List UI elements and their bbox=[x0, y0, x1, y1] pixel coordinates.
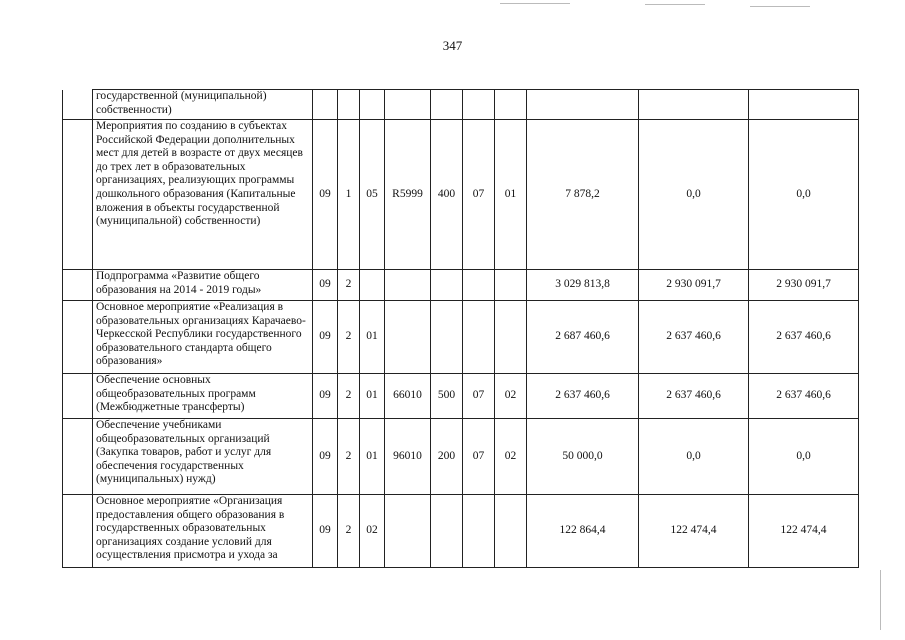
amount-year-1: 7 878,2 bbox=[527, 120, 639, 270]
row-name: Подпрограмма «Развитие общего образования на 2014 - 2019 годы» bbox=[93, 270, 313, 301]
code-section bbox=[463, 301, 495, 374]
table-row bbox=[63, 120, 859, 270]
amount-year-1: 122 864,4 bbox=[527, 495, 639, 568]
code-direction bbox=[385, 301, 431, 374]
code-gp: 09 bbox=[313, 419, 338, 495]
amount-year-3: 122 474,4 bbox=[749, 495, 859, 568]
blank-cell bbox=[63, 374, 93, 419]
blank-cell bbox=[63, 120, 93, 270]
code-section bbox=[463, 90, 495, 120]
code-om: 01 bbox=[360, 301, 385, 374]
table-row bbox=[63, 301, 859, 374]
table-row bbox=[63, 495, 859, 568]
code-expense-type: 200 bbox=[431, 419, 463, 495]
code-expense-type: 500 bbox=[431, 374, 463, 419]
code-om: 02 bbox=[360, 495, 385, 568]
code-pp: 2 bbox=[338, 419, 360, 495]
code-gp bbox=[313, 90, 338, 120]
code-subsection bbox=[495, 270, 527, 301]
code-gp: 09 bbox=[313, 301, 338, 374]
code-gp: 09 bbox=[313, 270, 338, 301]
row-name: Основное мероприятие «Реализация в образовательных организациях Карачаево-Черкесской Республики государственного образовательного стандарта общего образования» bbox=[93, 301, 313, 374]
code-expense-type: 400 bbox=[431, 120, 463, 270]
scan-mark bbox=[750, 6, 810, 7]
code-subsection: 02 bbox=[495, 374, 527, 419]
amount-year-1: 50 000,0 bbox=[527, 419, 639, 495]
blank-cell bbox=[63, 495, 93, 568]
amount-year-3 bbox=[749, 90, 859, 120]
code-subsection: 01 bbox=[495, 120, 527, 270]
row-name: Обеспечение основных общеобразовательных программ (Межбюджетные трансферты) bbox=[93, 374, 313, 419]
code-om: 01 bbox=[360, 419, 385, 495]
row-name: Обеспечение учебниками общеобразовательных организаций (Закупка товаров, работ и услуг для обеспечения государственных (муниципальных) нужд) bbox=[93, 419, 313, 495]
code-section: 07 bbox=[463, 419, 495, 495]
code-subsection bbox=[495, 90, 527, 120]
code-direction bbox=[385, 270, 431, 301]
code-expense-type bbox=[431, 495, 463, 568]
code-expense-type bbox=[431, 301, 463, 374]
code-pp bbox=[338, 90, 360, 120]
code-direction: 66010 bbox=[385, 374, 431, 419]
amount-year-3: 2 930 091,7 bbox=[749, 270, 859, 301]
blank-cell bbox=[63, 270, 93, 301]
code-expense-type bbox=[431, 90, 463, 120]
code-section: 07 bbox=[463, 120, 495, 270]
code-direction: 96010 bbox=[385, 419, 431, 495]
code-pp: 2 bbox=[338, 270, 360, 301]
amount-year-1 bbox=[527, 90, 639, 120]
code-pp: 2 bbox=[338, 495, 360, 568]
amount-year-2: 0,0 bbox=[639, 120, 749, 270]
row-name: Мероприятия по созданию в субъектах Российской Федерации дополнительных мест для детей в возрасте от двух месяцев до трех лет в образовательных организациях, реализующих программы дошкольного образования (Капитальные вложения в объекты государственной (муниципальной) собственности) bbox=[93, 120, 313, 270]
code-gp: 09 bbox=[313, 374, 338, 419]
amount-year-3: 0,0 bbox=[749, 120, 859, 270]
code-subsection: 02 bbox=[495, 419, 527, 495]
code-section bbox=[463, 270, 495, 301]
code-pp: 2 bbox=[338, 301, 360, 374]
blank-cell bbox=[63, 301, 93, 374]
code-om bbox=[360, 270, 385, 301]
table-row bbox=[63, 419, 859, 495]
code-gp: 09 bbox=[313, 495, 338, 568]
blank-cell bbox=[63, 90, 93, 120]
code-direction bbox=[385, 495, 431, 568]
code-expense-type bbox=[431, 270, 463, 301]
amount-year-2 bbox=[639, 90, 749, 120]
amount-year-1: 2 687 460,6 bbox=[527, 301, 639, 374]
blank-cell bbox=[63, 419, 93, 495]
amount-year-2: 0,0 bbox=[639, 419, 749, 495]
table-row bbox=[63, 90, 859, 120]
code-subsection bbox=[495, 301, 527, 374]
code-section: 07 bbox=[463, 374, 495, 419]
code-om bbox=[360, 90, 385, 120]
code-gp: 09 bbox=[313, 120, 338, 270]
amount-year-2: 122 474,4 bbox=[639, 495, 749, 568]
code-om: 05 bbox=[360, 120, 385, 270]
table-row bbox=[63, 270, 859, 301]
row-name: государственной (муниципальной) собственности) bbox=[93, 90, 313, 120]
amount-year-2: 2 637 460,6 bbox=[639, 301, 749, 374]
scan-mark bbox=[645, 4, 705, 5]
amount-year-2: 2 637 460,6 bbox=[639, 374, 749, 419]
amount-year-1: 3 029 813,8 bbox=[527, 270, 639, 301]
code-pp: 1 bbox=[338, 120, 360, 270]
budget-table bbox=[62, 89, 859, 568]
code-direction: R5999 bbox=[385, 120, 431, 270]
amount-year-3: 2 637 460,6 bbox=[749, 374, 859, 419]
page-number: 347 bbox=[442, 38, 463, 53]
code-subsection bbox=[495, 495, 527, 568]
row-name: Основное мероприятие «Организация предоставления общего образования в государственных образовательных организациях создание условий для осуществления присмотра и ухода за bbox=[93, 495, 313, 568]
amount-year-3: 0,0 bbox=[749, 419, 859, 495]
scan-mark bbox=[880, 570, 881, 630]
amount-year-1: 2 637 460,6 bbox=[527, 374, 639, 419]
table-row bbox=[63, 374, 859, 419]
code-om: 01 bbox=[360, 374, 385, 419]
amount-year-3: 2 637 460,6 bbox=[749, 301, 859, 374]
code-direction bbox=[385, 90, 431, 120]
scan-mark bbox=[500, 3, 570, 4]
amount-year-2: 2 930 091,7 bbox=[639, 270, 749, 301]
code-pp: 2 bbox=[338, 374, 360, 419]
code-section bbox=[463, 495, 495, 568]
